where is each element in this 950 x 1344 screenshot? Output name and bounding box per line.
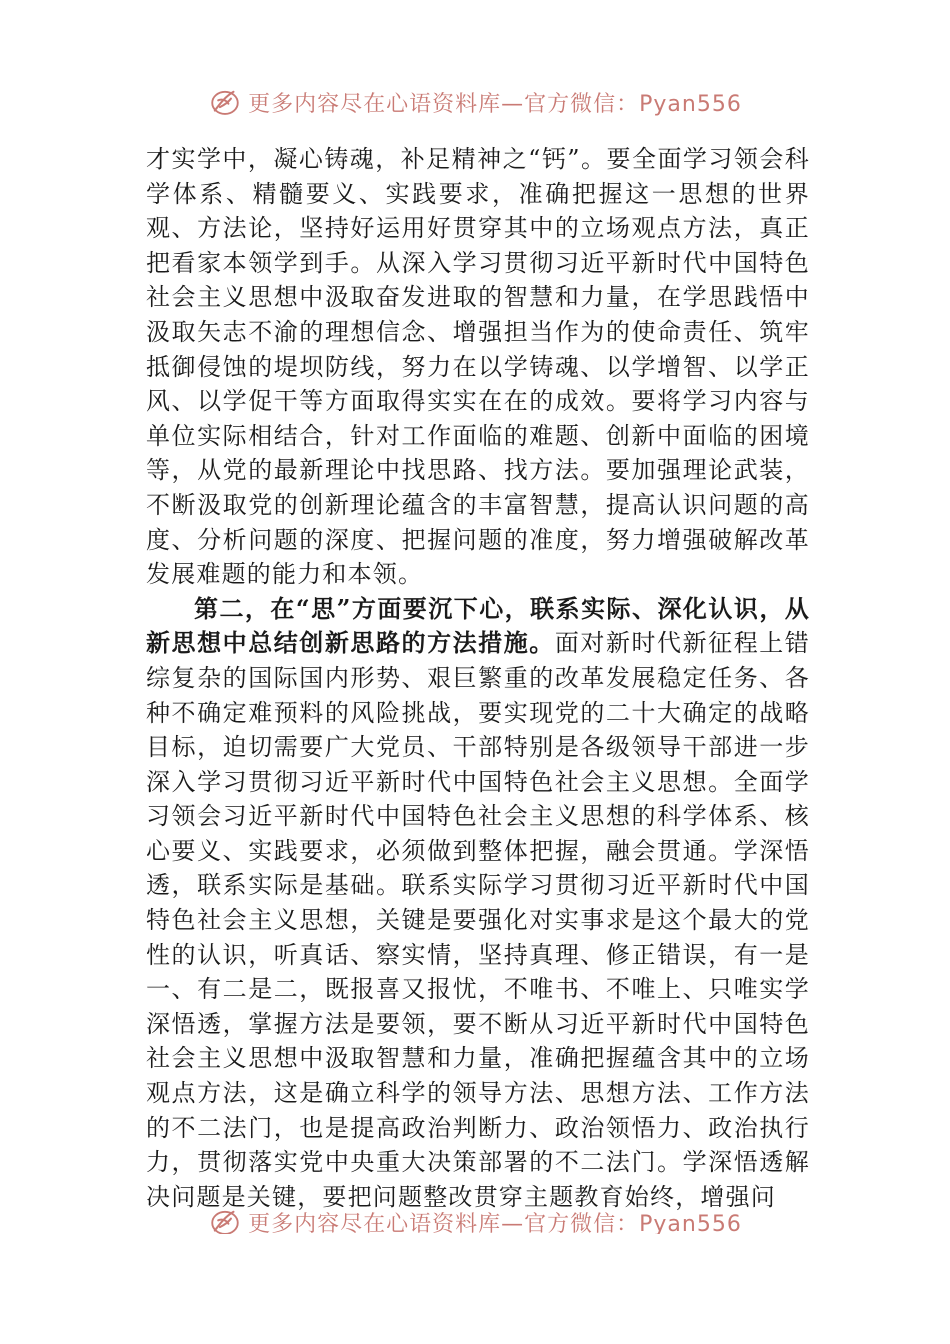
paragraph-lead-bold: 第二，在“思”方面要沉下心，联系实际、深化认识，从新思想中总结创新思路的方法措施。 — [146, 593, 810, 658]
paragraph-2 — [146, 592, 810, 1215]
document-body — [146, 142, 810, 1214]
signature-logo-icon — [208, 85, 242, 119]
paragraph-text: 才实学中，凝心铸魂，补足精神之“钙”。要全面学习领会科学体系、精髓要义、实践要求，准确把握这一思想的世界观、方法论，坚持好运用好贯穿其中的立场观点方法，真正把看家本领学到手。从深入学习贯彻习近平新时代中国特色社会主义思想中汲取奋发进取的智慧和力量，在学思践悟中汲取矢志不渝的理想信念、增强担当作为的使命责任、筑牢抵御侵蚀的堤坝防线，努力在以学铸魂、以学增智、以学正风、以学促干等方面取得实实在在的成效。要将学习内容与单位实际相结合，针对工作面临的难题、创新中面临的困境等，从党的最新理论中找思路、找方法。要加强理论武装，不断汲取党的创新理论蕴含的丰富智慧，提高认识问题的高度、分析问题的深度、把握问题的准度，努力增强破解改革发展难题的能力和本领。 — [146, 145, 810, 589]
watermark-text: 更多内容尽在心语资料库—官方微信：Pyan556 — [248, 91, 742, 117]
paragraph-1 — [146, 142, 810, 592]
header-watermark — [0, 82, 950, 122]
signature-logo-icon — [208, 1205, 242, 1234]
watermark-text: 更多内容尽在心语资料库—官方微信：Pyan556 — [248, 1211, 742, 1234]
paragraph-text: 面对新时代新征程上错综复杂的国际国内形势、艰巨繁重的改革发展稳定任务、各种不确定难预料的风险挑战，要实现党的二十大确定的战略目标，迫切需要广大党员、干部特别是各级领导干部进一步深入学习贯彻习近平新时代中国特色社会主义思想。全面学习领会习近平新时代中国特色社会主义思想的科学体系、核心要义、实践要求，必须做到整体把握，融会贯通。学深悟透，联系实际是基础。联系实际学习贯彻习近平新时代中国特色社会主义思想，关键是要强化对实事求是这个最大的党性的认识，听真话、察实情，坚持真理、修正错误，有一是一、有二是二，既报喜又报忧，不唯书、不唯上、只唯实学深悟透，掌握方法是要领，要不断从习近平新时代中国特色社会主义思想中汲取智慧和力量，准确把握蕴含其中的立场观点方法，这是确立科学的领导方法、思想方法、工作方法的不二法门，也是提高政治判断力、政治领悟力、政治执行力，贯彻落实党中央重大决策部署的不二法门。学深悟透解决问题是关键，要把问题整改贯穿主题教育始终，增强问 — [146, 629, 811, 1211]
footer-watermark — [0, 1204, 950, 1234]
